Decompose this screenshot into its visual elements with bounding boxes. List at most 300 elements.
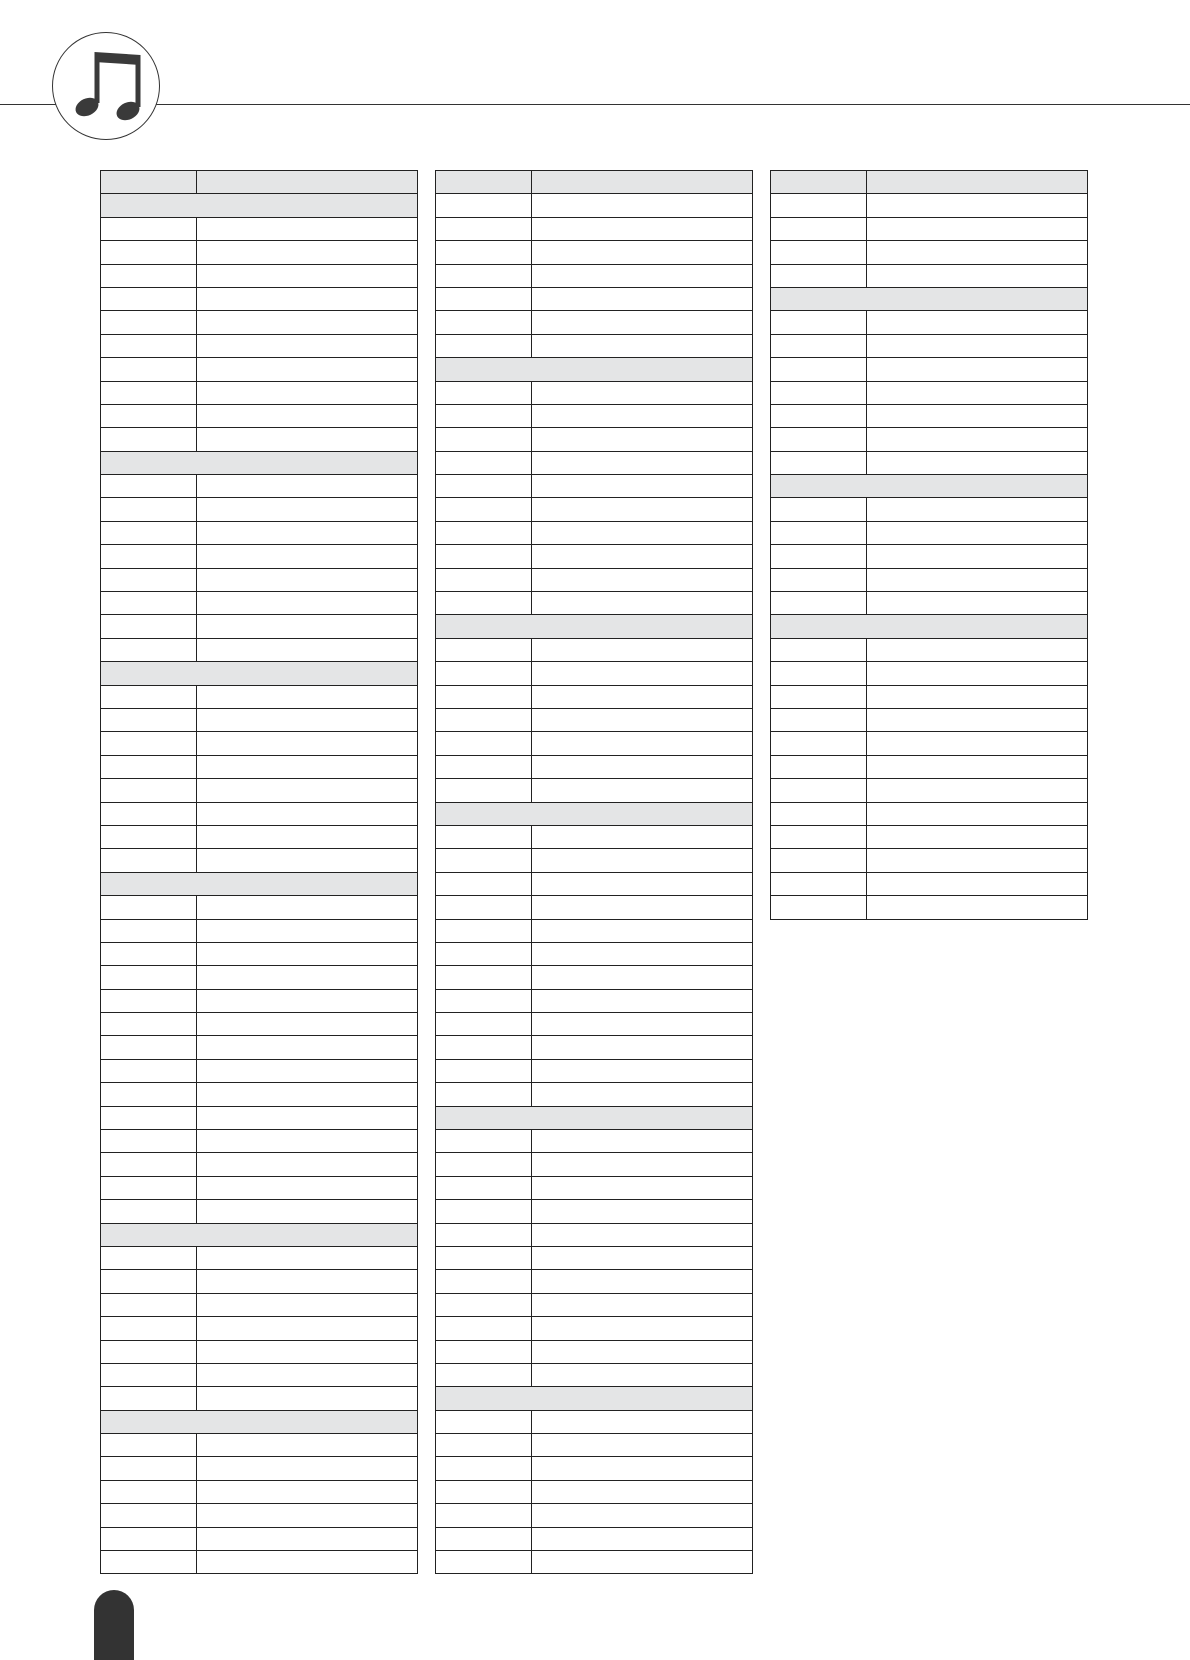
table-row (771, 708, 1088, 731)
table-cell (101, 1270, 197, 1293)
table-cell (101, 638, 197, 661)
table-cell (532, 381, 753, 404)
table-row (436, 264, 753, 287)
section-header-row (436, 1387, 753, 1410)
table-row (436, 1223, 753, 1246)
section-header-row (436, 802, 753, 825)
table-cell (197, 896, 418, 919)
table-cell (771, 685, 867, 708)
table-cell (436, 1317, 532, 1340)
table-cell (771, 638, 867, 661)
section-header-cell (436, 1387, 753, 1410)
table-cell (436, 779, 532, 802)
table-cell (197, 334, 418, 357)
table-cell (867, 708, 1088, 731)
table-row (436, 1083, 753, 1106)
table-cell (867, 568, 1088, 591)
table-cell (101, 849, 197, 872)
table-cell (436, 264, 532, 287)
table-row (101, 638, 418, 661)
table-cell (771, 241, 867, 264)
table-cell (436, 1434, 532, 1457)
table-row (101, 825, 418, 848)
table-cell (197, 638, 418, 661)
table-row (436, 1200, 753, 1223)
table-cell (101, 311, 197, 334)
table-cell (101, 1106, 197, 1129)
table-row (771, 498, 1088, 521)
header-cell (532, 171, 753, 194)
table-cell (101, 1363, 197, 1386)
table-row (436, 287, 753, 310)
table-row (771, 381, 1088, 404)
reference-table-column-1 (100, 170, 418, 1574)
table-cell (436, 1270, 532, 1293)
table-cell (532, 1434, 753, 1457)
table-cell (532, 592, 753, 615)
table-row (436, 1457, 753, 1480)
table-cell (197, 1480, 418, 1503)
table-cell (771, 872, 867, 895)
table-cell (771, 451, 867, 474)
table-row (436, 1551, 753, 1574)
table-row (771, 194, 1088, 217)
table-row (101, 1340, 418, 1363)
table-row (101, 264, 418, 287)
music-note-icon (53, 33, 158, 138)
table-row (436, 732, 753, 755)
table-cell (197, 1434, 418, 1457)
table-row (101, 1130, 418, 1153)
table-cell (771, 708, 867, 731)
table-cell (436, 1176, 532, 1199)
table-row (436, 708, 753, 731)
table-cell (771, 896, 867, 919)
table-cell (197, 592, 418, 615)
table-cell (771, 264, 867, 287)
table-cell (436, 1527, 532, 1550)
table-cell (867, 451, 1088, 474)
table-cell (197, 1457, 418, 1480)
table-cell (197, 1083, 418, 1106)
section-header-cell (771, 475, 1088, 498)
table-cell (101, 521, 197, 544)
table-row (771, 404, 1088, 427)
table-row (771, 872, 1088, 895)
table-row (436, 1317, 753, 1340)
table-row (771, 241, 1088, 264)
table-row (101, 615, 418, 638)
table-cell (197, 521, 418, 544)
table-cell (867, 381, 1088, 404)
table-cell (771, 498, 867, 521)
table-cell (532, 568, 753, 591)
section-header-row (101, 1223, 418, 1246)
table-cell (867, 428, 1088, 451)
table-row (436, 685, 753, 708)
table-row (436, 662, 753, 685)
table-row (101, 1270, 418, 1293)
table-cell (436, 381, 532, 404)
header-cell (436, 171, 532, 194)
table-row (771, 825, 1088, 848)
table-cell (101, 802, 197, 825)
table-cell (867, 872, 1088, 895)
table-row (436, 545, 753, 568)
table-cell (436, 708, 532, 731)
section-header-cell (101, 194, 418, 217)
table-row (101, 1480, 418, 1503)
section-header-row (101, 451, 418, 474)
table-cell (101, 1457, 197, 1480)
table-cell (771, 334, 867, 357)
table-cell (532, 451, 753, 474)
section-header-row (101, 194, 418, 217)
table-cell (436, 1551, 532, 1574)
table-row (101, 217, 418, 240)
table-cell (532, 685, 753, 708)
table-cell (436, 662, 532, 685)
table-cell (197, 1504, 418, 1527)
reference-table-column-2 (435, 170, 753, 1574)
table-row (436, 1434, 753, 1457)
table-row (101, 404, 418, 427)
table-cell (867, 592, 1088, 615)
table-row (101, 1059, 418, 1082)
section-header-cell (771, 615, 1088, 638)
header-cell (771, 171, 867, 194)
table-cell (532, 942, 753, 965)
table-cell (197, 311, 418, 334)
table-cell (101, 1130, 197, 1153)
table-cell (197, 1293, 418, 1316)
table-row (101, 1013, 418, 1036)
table-cell (532, 825, 753, 848)
table-cell (867, 241, 1088, 264)
table-cell (532, 849, 753, 872)
section-header-cell (771, 287, 1088, 310)
table-cell (101, 287, 197, 310)
table-cell (532, 287, 753, 310)
table-cell (101, 1434, 197, 1457)
table-cell (197, 1317, 418, 1340)
table-cell (532, 1457, 753, 1480)
table-row (436, 311, 753, 334)
table-cell (532, 872, 753, 895)
table-row (436, 989, 753, 1012)
table-row (101, 358, 418, 381)
table-cell (101, 358, 197, 381)
table-cell (101, 1200, 197, 1223)
table-cell (867, 194, 1088, 217)
table-cell (532, 1036, 753, 1059)
table-cell (532, 1293, 753, 1316)
table-row (101, 1176, 418, 1199)
table-row (436, 872, 753, 895)
table-cell (771, 568, 867, 591)
table-cell (101, 1246, 197, 1269)
table-row (771, 896, 1088, 919)
table-cell (101, 825, 197, 848)
table-cell (197, 1059, 418, 1082)
table-row (436, 1059, 753, 1082)
music-note-badge (52, 32, 160, 140)
table-row (771, 451, 1088, 474)
table-cell (197, 966, 418, 989)
table-cell (101, 1317, 197, 1340)
table-cell (867, 662, 1088, 685)
table-cell (101, 779, 197, 802)
table-row (101, 1153, 418, 1176)
table-cell (867, 498, 1088, 521)
table-row (436, 521, 753, 544)
table-cell (532, 1317, 753, 1340)
table-cell (532, 428, 753, 451)
table-row (101, 1434, 418, 1457)
table-cell (532, 194, 753, 217)
table-cell (532, 1153, 753, 1176)
table-cell (101, 755, 197, 778)
table-row (436, 217, 753, 240)
table-cell (197, 989, 418, 1012)
table-cell (532, 1527, 753, 1550)
table-row (771, 592, 1088, 615)
table-row (101, 334, 418, 357)
table-cell (532, 545, 753, 568)
table-cell (101, 1387, 197, 1410)
table-cell (532, 521, 753, 544)
table-row (101, 545, 418, 568)
table-cell (197, 755, 418, 778)
table-row (101, 732, 418, 755)
table-cell (436, 1130, 532, 1153)
table-cell (436, 592, 532, 615)
table-row (771, 217, 1088, 240)
table-cell (532, 919, 753, 942)
table-row (101, 1293, 418, 1316)
table-cell (867, 311, 1088, 334)
table-cell (436, 1083, 532, 1106)
section-header-row (771, 287, 1088, 310)
table-cell (436, 1013, 532, 1036)
table-cell (436, 1410, 532, 1433)
table-row (101, 381, 418, 404)
table-cell (436, 1059, 532, 1082)
table-cell (436, 287, 532, 310)
table-cell (436, 568, 532, 591)
table-row (101, 1504, 418, 1527)
section-header-cell (436, 802, 753, 825)
table-cell (867, 217, 1088, 240)
table-cell (867, 521, 1088, 544)
table-row (101, 568, 418, 591)
table-cell (101, 1176, 197, 1199)
table-cell (101, 592, 197, 615)
table-row (436, 404, 753, 427)
table-cell (436, 1457, 532, 1480)
table-row (771, 849, 1088, 872)
section-header-row (101, 662, 418, 685)
table-cell (436, 1036, 532, 1059)
table-row (101, 241, 418, 264)
table-cell (197, 568, 418, 591)
table-row (101, 1083, 418, 1106)
table-cell (867, 802, 1088, 825)
table-cell (197, 1246, 418, 1269)
table-row (101, 685, 418, 708)
table-row (771, 802, 1088, 825)
table-cell (532, 241, 753, 264)
table-row (436, 942, 753, 965)
table-cell (867, 358, 1088, 381)
table-cell (197, 1340, 418, 1363)
table-cell (532, 1504, 753, 1527)
table-cell (532, 755, 753, 778)
table-cell (867, 545, 1088, 568)
table-cell (197, 1153, 418, 1176)
section-header-row (436, 1106, 753, 1129)
table-cell (101, 241, 197, 264)
table-cell (101, 1036, 197, 1059)
table-cell (197, 708, 418, 731)
table-cell (771, 545, 867, 568)
table-cell (101, 896, 197, 919)
table-cell (197, 381, 418, 404)
table-cell (197, 264, 418, 287)
header-cell (867, 171, 1088, 194)
table-row (101, 849, 418, 872)
table-cell (867, 732, 1088, 755)
table-cell (197, 942, 418, 965)
table-row (436, 1410, 753, 1433)
table-cell (436, 1363, 532, 1386)
table-cell (532, 334, 753, 357)
table-row (101, 1387, 418, 1410)
section-header-row (436, 615, 753, 638)
table-cell (197, 1527, 418, 1550)
table-cell (101, 1340, 197, 1363)
table-cell (532, 732, 753, 755)
table-cell (532, 1083, 753, 1106)
section-header-cell (101, 1223, 418, 1246)
table-cell (436, 755, 532, 778)
table-row (771, 568, 1088, 591)
table-cell (197, 498, 418, 521)
table-row (101, 989, 418, 1012)
table-row (101, 966, 418, 989)
table-row (101, 475, 418, 498)
table-row (101, 942, 418, 965)
table-row (101, 1551, 418, 1574)
section-header-row (436, 358, 753, 381)
table-cell (436, 428, 532, 451)
table-cell (101, 1480, 197, 1503)
table-row (101, 1457, 418, 1480)
table-cell (436, 194, 532, 217)
table-cell (101, 732, 197, 755)
table-row (771, 638, 1088, 661)
section-header-row (101, 872, 418, 895)
table-cell (436, 942, 532, 965)
table-cell (101, 404, 197, 427)
reference-table-column-3 (770, 170, 1088, 920)
table-row (101, 1363, 418, 1386)
table-row (771, 428, 1088, 451)
table-cell (532, 498, 753, 521)
table-cell (436, 404, 532, 427)
table-cell (532, 896, 753, 919)
table-cell (532, 475, 753, 498)
table-row (436, 381, 753, 404)
table-row (436, 966, 753, 989)
table-cell (532, 708, 753, 731)
table-cell (436, 217, 532, 240)
table-cell (197, 287, 418, 310)
table-cell (101, 919, 197, 942)
table-cell (771, 779, 867, 802)
table-cell (101, 1527, 197, 1550)
table-cell (532, 1410, 753, 1433)
table-cell (197, 241, 418, 264)
table-row (436, 241, 753, 264)
table-cell (101, 1293, 197, 1316)
table-cell (436, 241, 532, 264)
table-row (101, 287, 418, 310)
table-row (101, 1106, 418, 1129)
table-row (101, 755, 418, 778)
table-row (101, 1527, 418, 1550)
table-cell (436, 1223, 532, 1246)
table-cell (101, 545, 197, 568)
table-cell (532, 311, 753, 334)
table-row (436, 1153, 753, 1176)
table-cell (771, 194, 867, 217)
table-cell (436, 1504, 532, 1527)
table-cell (532, 966, 753, 989)
table-cell (436, 1200, 532, 1223)
table-cell (197, 779, 418, 802)
table-cell (197, 404, 418, 427)
table-cell (197, 1200, 418, 1223)
table-cell (532, 1340, 753, 1363)
section-header-cell (101, 662, 418, 685)
section-header-cell (436, 358, 753, 381)
table-cell (771, 732, 867, 755)
table-cell (436, 475, 532, 498)
table-cell (436, 1480, 532, 1503)
section-header-cell (101, 451, 418, 474)
table-row (436, 755, 753, 778)
table-cell (101, 1083, 197, 1106)
table-cell (197, 615, 418, 638)
table-cell (532, 1480, 753, 1503)
table-cell (197, 1036, 418, 1059)
table-cell (436, 451, 532, 474)
table-cell (101, 264, 197, 287)
table-cell (532, 662, 753, 685)
table-header-row (771, 171, 1088, 194)
section-header-cell (101, 872, 418, 895)
table-row (771, 732, 1088, 755)
table-cell (436, 825, 532, 848)
table-row (436, 1504, 753, 1527)
table-cell (532, 264, 753, 287)
table-cell (532, 1059, 753, 1082)
header-cell (101, 171, 197, 194)
table-cell (101, 475, 197, 498)
table-cell (101, 498, 197, 521)
table-cell (771, 358, 867, 381)
